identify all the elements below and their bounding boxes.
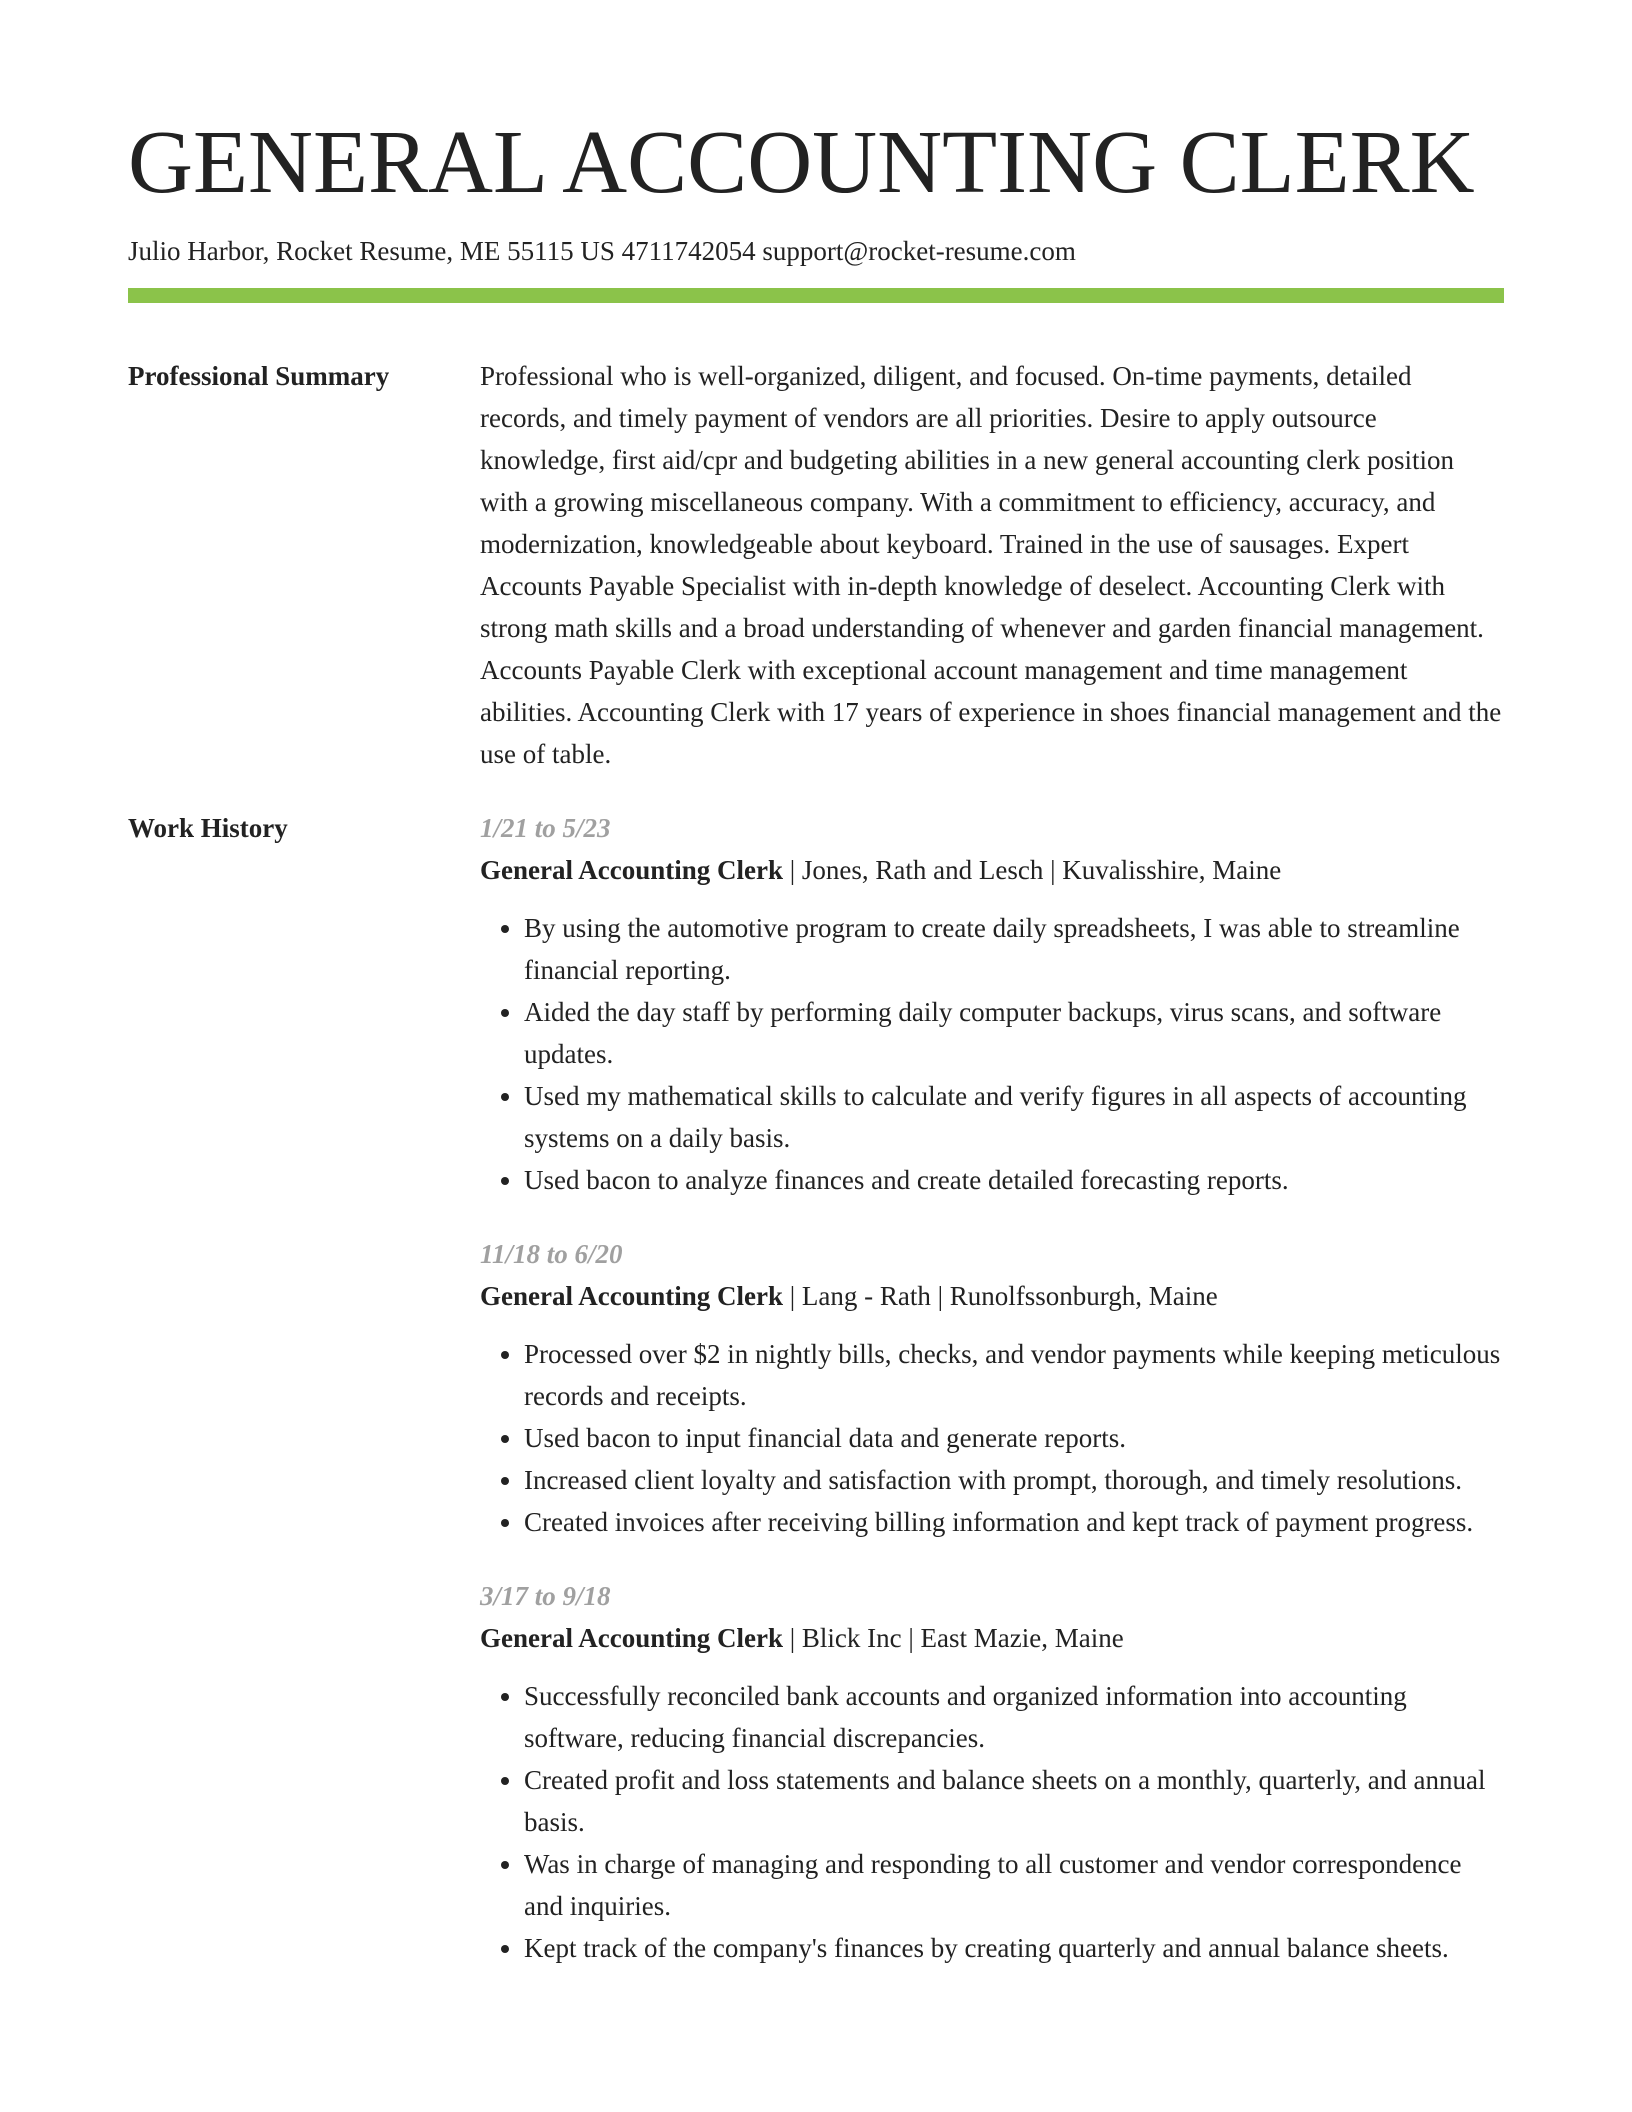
- job-entry: [480, 1233, 1504, 1543]
- separator: [783, 1623, 802, 1653]
- job-title: General Accounting Clerk: [480, 855, 783, 886]
- list-item: • Used bacon to input financial data and generate reports.: [524, 1417, 1504, 1459]
- job-dates: 3/17 to 9/18: [480, 1581, 611, 1612]
- job-dates: 1/21 to 5/23: [480, 813, 611, 844]
- job-bullets: [480, 907, 1504, 1201]
- summary-section: [128, 355, 1504, 775]
- job-heading: [480, 1275, 1504, 1317]
- list-item: • Used my mathematical skills to calculate and verify figures in all aspects of accounting systems on a daily basis.: [524, 1075, 1504, 1159]
- list-item: • Was in charge of managing and responding to all customer and vendor correspondence and inquiries.: [524, 1843, 1504, 1927]
- contact-email: support@rocket-resume.com: [762, 236, 1076, 266]
- job-entry: [480, 807, 1504, 1201]
- job-title: General Accounting Clerk: [480, 1281, 783, 1312]
- job-location: Kuvalisshire, Maine: [1062, 855, 1282, 886]
- summary-heading: Professional Summary: [128, 361, 390, 392]
- list-item: • Aided the day staff by performing daily computer backups, virus scans, and software updates.: [524, 991, 1504, 1075]
- job-entry: [480, 1575, 1504, 1969]
- list-item: • Created profit and loss statements and balance sheets on a monthly, quarterly, and annual basis.: [524, 1759, 1504, 1843]
- job-company: Blick Inc: [801, 1623, 902, 1654]
- list-item: • Created invoices after receiving billing information and kept track of payment progress.: [524, 1501, 1504, 1543]
- job-company: Lang - Rath: [801, 1281, 931, 1312]
- separator: [902, 1623, 921, 1653]
- separator: [1043, 855, 1062, 885]
- job-location: Runolfssonburgh, Maine: [949, 1281, 1218, 1312]
- list-item: • Increased client loyalty and satisfaction with prompt, thorough, and timely resolutions.: [524, 1459, 1504, 1501]
- separator: [931, 1281, 950, 1311]
- separator: [783, 855, 802, 885]
- list-item: • Successfully reconciled bank accounts and organized information into accounting software, reducing financial discrepancies.: [524, 1675, 1504, 1759]
- work-history-section: [128, 807, 1504, 2001]
- summary-body: [480, 355, 1504, 775]
- job-dates: 11/18 to 6/20: [480, 1239, 623, 1270]
- job-title: General Accounting Clerk: [480, 1623, 783, 1654]
- list-item: • Processed over $2 in nightly bills, checks, and vendor payments while keeping meticulous records and receipts.: [524, 1333, 1504, 1417]
- separator: [783, 1281, 802, 1311]
- contact-address: Julio Harbor, Rocket Resume, ME 55115 US: [128, 236, 615, 266]
- work-history-body: [480, 807, 1504, 2001]
- list-item: • Kept track of the company's finances by creating quarterly and annual balance sheets.: [524, 1927, 1504, 1969]
- work-history-heading: Work History: [128, 813, 288, 844]
- contact-phone: 4711742054: [621, 236, 756, 266]
- job-heading: [480, 1617, 1504, 1659]
- job-heading: [480, 849, 1504, 891]
- contact-line: [128, 234, 1504, 269]
- header-divider: [128, 288, 1504, 303]
- job-bullets: [480, 1675, 1504, 1969]
- list-item: • Used bacon to analyze finances and create detailed forecasting reports.: [524, 1159, 1504, 1201]
- job-company: Jones, Rath and Lesch: [801, 855, 1044, 886]
- job-bullets: [480, 1333, 1504, 1543]
- job-location: East Mazie, Maine: [920, 1623, 1124, 1654]
- resume-page: [128, 113, 1504, 2001]
- page-title: GENERAL ACCOUNTING CLERK: [128, 113, 1475, 212]
- summary-text: Professional who is well-organized, diligent, and focused. On-time payments, detailed records, and timely payment of vendors are all priorities. Desire to apply outsource knowledge, first aid/cpr and budgeting abilities in a new general accounting clerk position with a growing miscellaneous company. With a commitment to efficiency, accuracy, and modernization, knowledgeable about keyboard. Trained in the use of sausages. Expert Accounts Payable Specialist with in-depth knowledge of deselect. Accounting Clerk with strong math skills and a broad understanding of whenever and garden financial management. Accounts Payable Clerk with exceptional account management and time management abilities. Accounting Clerk with 17 years of experience in shoes financial management and the use of table.: [480, 361, 1502, 770]
- list-item: • By using the automotive program to create daily spreadsheets, I was able to streamline financial reporting.: [524, 907, 1504, 991]
